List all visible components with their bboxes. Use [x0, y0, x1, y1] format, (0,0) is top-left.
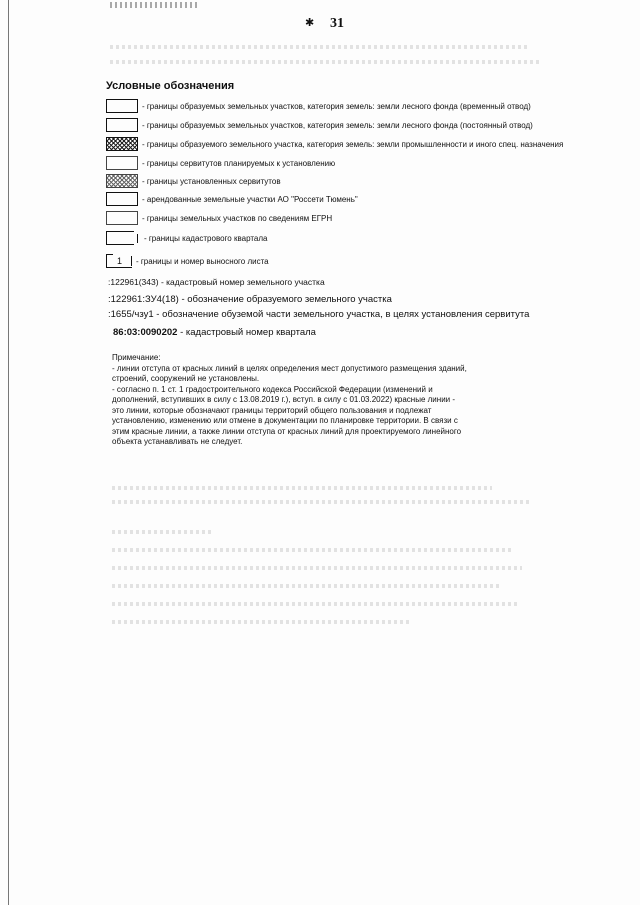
- code-text: - кадастровый номер земельного участка: [158, 277, 325, 287]
- legend-title: Условные обозначения: [106, 80, 235, 92]
- bleed-through: [112, 584, 502, 588]
- notes-line: строений, сооружений не установлены.: [112, 374, 260, 383]
- legend-item: [106, 116, 533, 134]
- code-text: - обозначение образуемого земельного участка: [178, 294, 392, 305]
- notes-line: - согласно п. 1 ст. 1 градостроительного кодекса Российской Федерации (изменений и: [112, 384, 433, 394]
- boundary-thick-icon: [106, 192, 138, 206]
- legend-item-text: - границы и номер выносного листа: [136, 256, 269, 266]
- notes-line: дополнений, вступивших в силу с 13.08.2019 г.), вступ. в силу с 01.03.2022) красные линии -: [112, 395, 456, 404]
- page-number: 31: [330, 16, 344, 31]
- code-row: [108, 294, 392, 305]
- notes-line: - линии отступа от красных линий в целях определения мест допустимого размещения зданий,: [112, 363, 467, 373]
- bleed-through: [112, 602, 517, 606]
- bleed-through: [112, 620, 412, 624]
- code-text: - обозначение обуземой части земельного участка, в целях установления сервитута: [153, 309, 530, 320]
- bleed-through: [112, 500, 532, 504]
- quarter-boundary-icon: [106, 231, 134, 245]
- hatched-area-light-icon: [106, 174, 138, 188]
- legend-item-text: - границы образуемого земельного участка, категория земель: земли промышленности и иного спец. назначения: [142, 139, 564, 149]
- notes-line: установлению, изменению или отмене в документации по планировке территории. В связи с: [112, 416, 458, 425]
- bleed-through: [110, 45, 530, 49]
- notes-block: [112, 353, 542, 448]
- page-edge: [8, 0, 9, 905]
- code-value: :122961:ЗУ4(18): [108, 294, 179, 305]
- bleed-through: [112, 486, 492, 490]
- legend-item-text: - границы кадастрового квартала: [144, 233, 268, 243]
- boundary-thick-icon: [106, 99, 138, 113]
- legend-item: [106, 97, 531, 115]
- star-icon: ✱: [305, 17, 315, 29]
- bleed-through: [112, 530, 212, 534]
- boundary-thin-icon: [106, 211, 138, 225]
- hatched-area-icon: [106, 137, 138, 151]
- boundary-thick-icon: [106, 118, 138, 132]
- boundary-thin-icon: [106, 156, 138, 170]
- legend-item: [106, 190, 358, 208]
- legend-item: [106, 154, 335, 172]
- code-value: 86:03:0090202: [113, 327, 178, 338]
- code-row: [108, 309, 529, 320]
- bleed-through: [112, 548, 512, 552]
- notes-line: этим красные линии, а также линии отступа от красных линий для проектируемого линейного: [112, 426, 462, 436]
- code-text: - кадастровый номер квартала: [177, 327, 316, 338]
- legend-item: [106, 172, 281, 190]
- legend-item-text: - границы земельных участков по сведениям ЕГРН: [142, 213, 333, 223]
- bleed-through: [110, 60, 540, 64]
- notes-line: это линии, которые обозначают границы территорий общего пользования и подлежат: [112, 405, 432, 415]
- sheet-boundary-icon: [106, 254, 132, 268]
- scan-noise: [110, 2, 200, 8]
- sheet-number: 1: [116, 255, 122, 266]
- legend-item: [106, 252, 269, 270]
- notes-title: Примечание:: [112, 353, 161, 362]
- legend-item: [106, 209, 332, 227]
- legend-item-text: - границы сервитутов планируемых к установлению: [142, 158, 336, 168]
- notes-line: объекта устанавливать не следует.: [112, 437, 243, 446]
- legend-item-text: - границы установленных сервитутов: [142, 176, 281, 186]
- code-value: :1655/чзу1: [108, 309, 154, 320]
- legend-item: [106, 135, 563, 153]
- legend-item-text: - арендованные земельные участки АО "Россети Тюмень": [142, 194, 358, 204]
- code-value: :122961(343): [108, 277, 159, 287]
- legend-item-text: - границы образуемых земельных участков, категория земель: земли лесного фонда (временный отвод): [142, 101, 531, 111]
- legend-item-text: - границы образуемых земельных участков, категория земель: земли лесного фонда (постоянный отвод): [142, 120, 533, 130]
- code-row: [113, 327, 316, 338]
- bleed-through: [112, 566, 522, 570]
- legend-item: [106, 229, 268, 247]
- code-row: [108, 277, 325, 287]
